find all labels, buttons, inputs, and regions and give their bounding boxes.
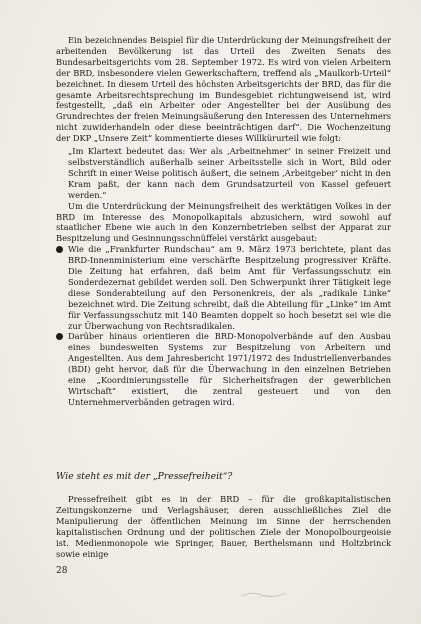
page-number: 28 [56,566,68,576]
block-quote-unsere-zeit: „Im Klartext bedeutet das: Wer als ‚Arbeitnehmer‘ in seiner Freizeit und selbstverständlich außerhalb seiner Arbeitsstelle sich in Wort, Bild oder Schrift in einer Weise politisch äußert, die seinem ‚Arbeitgeber‘ nicht in den Kram paßt, der kann nach dem Grundsatzurteil von Kassel gefeuert werden.“ [68,146,391,200]
bullet-dot-icon [56,246,63,253]
bullet-dot-icon [56,333,63,340]
bullet-text-bdi: Darüber hinaus orientieren die BRD-Monopolverbände auf den Ausbau eines bundesweiten Systems zur Bespitzelung von Arbeitern und Angestellten. Aus dem Jahresbericht 1971/1972 des Industriellenverbandes (BDI) geht hervor, daß für die Überwachung in den einzelnen Betrieben eine „Koordinierungsstelle für Sicherheitsfragen der gewerblichen Wirtschaft“ existiert, die zentral gesteuert und von den Unternehmerverbänden getragen wird. [68,331,391,407]
bullet-item [56,331,391,407]
section-heading: Wie steht es mit der „Pressefreiheit“? [56,471,233,482]
bullet-text-frankfurter-rundschau: Wie die „Frankfurter Rundschau“ am 9. März 1973 berichtete, plant das BRD-Innenministerium eine verschärfte Bespitzelung progressiver Kräfte. Die Zeitung hat erfahren, daß beim Amt für Verfassungsschutz ein Sonderdezernat gebildet werden soll. Den Schwerpunkt ihrer Tätigkeit lege diese Sonderabteilung auf den Personenkreis, der als „radikale Linke“ bezeichnet wird. Die Zeitung schreibt, daß die Abteilung für „Linke“ im Amt für Verfassungsschutz mit 140 Beamten doppelt so hoch besetzt sei wie die zur Überwachung von Rechtsradikalen. [68,244,391,331]
paragraph-maulkorb-urteil: Ein bezeichnendes Beispiel für die Unterdrückung der Meinungsfreiheit der arbeitenden Bevölkerung ist das Urteil des Zweiten Senats des Bundesarbeitsgerichts vom 28. September 1972. Es wird von vielen Arbeitern der BRD, insbesondere vielen Gewerkschaftern, treffend als „Maulkorb-Urteil“ bezeichnet. In diesem Urteil des höchsten Arbeitsgerichts der BRD, das für die gesamte Arbeitsrechtsprechung im Bundesgebiet richtungweisend ist, wird festgestellt, „daß ein Arbeiter oder Angestellter bei der Ausübung des Grundrechtes der freien Meinungsäußerung den Interessen des Unternehmers nicht zuwiderhandeln oder diese beeinträchtigen darf“. Die Wochenzeitung der DKP „Unsere Zeit“ kommentierte dieses Willkürurteil wie folgt: [56,35,391,144]
bullet-item [56,244,391,331]
section-text-block [56,494,391,559]
paragraph-bespitzelung: Um die Unterdrückung der Meinungsfreiheit des werktätigen Volkes in der BRD im Interesse des Monopolkapitals abzusichern, wird sowohl auf staatlicher Ebene wie auch in den Konzernbetrieben selbst der Apparat zur Bespitzelung und Gesinnungsschnüffelei verstärkt ausgebaut: [56,200,391,244]
paragraph-pressefreiheit: Pressefreiheit gibt es in der BRD – für die großkapitalistischen Zeitungskonzerne und Verlagshäuser, deren ausschließliches Ziel die Manipulierung der öffentlichen Meinung im Sinne der herrschenden kapitalistischen Ordnung und der politischen Ziele der Monopolbourgeoisie ist. Medienmonopole wie Springer, Bauer, Berthelsmann und Holtzbrinck sowie einige [56,494,391,559]
bullet-list [56,244,391,408]
main-text-block [56,35,391,408]
print-smudge [240,588,288,600]
